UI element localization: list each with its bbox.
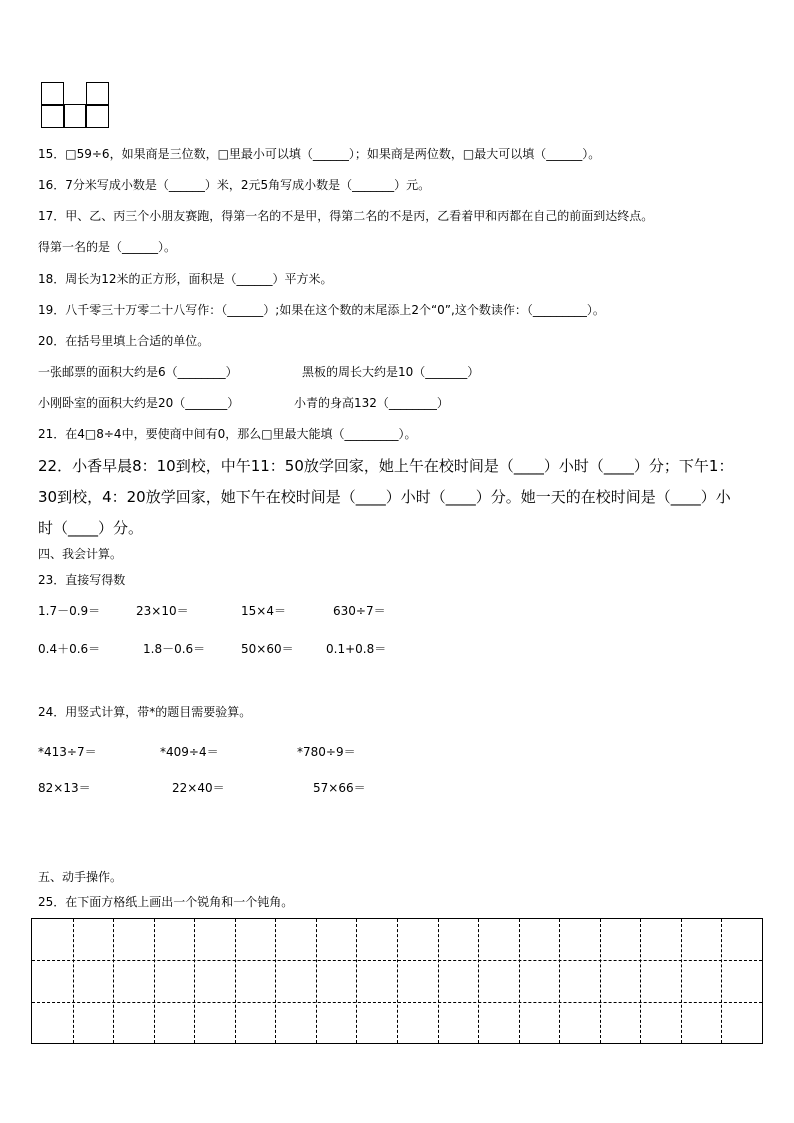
question-25: 25．在下面方格纸上画出一个锐角和一个钝角。 — [38, 895, 294, 909]
question-20-item-b: 黑板的周长大约是10（_______） — [302, 365, 480, 379]
grid-vertical-line — [73, 919, 74, 1043]
calc-item: 50×60＝ — [241, 642, 294, 656]
section-4-heading: 四、我会计算。 — [38, 547, 123, 561]
question-20-item-c: 小刚卧室的面积大约是20（_______） — [38, 396, 240, 410]
question-20-item-d: 小青的身高132（________） — [294, 396, 449, 410]
grid-vertical-line — [356, 919, 357, 1043]
vertical-calc-item: 22×40＝ — [172, 781, 225, 795]
grid-vertical-line — [559, 919, 560, 1043]
box-figure — [41, 82, 109, 128]
calc-item: 0.4＋0.6＝ — [38, 642, 101, 656]
grid-vertical-line — [519, 919, 520, 1043]
calc-item: 15×4＝ — [241, 604, 286, 618]
box-figure-cell — [41, 104, 65, 128]
grid-vertical-line — [681, 919, 682, 1043]
calc-item: 1.8－0.6＝ — [143, 642, 206, 656]
box-figure-cell — [41, 82, 64, 106]
question-18: 18．周长为12米的正方形，面积是（______）平方米。 — [38, 272, 333, 286]
question-15: 15．□59÷6，如果商是三位数，□里最小可以填（______）；如果商是两位数，□最大可以填（______）。 — [38, 147, 601, 161]
vertical-calc-item: *409÷4＝ — [160, 745, 219, 759]
grid-vertical-line — [113, 919, 114, 1043]
question-22-line-3: 时（____）分。 — [38, 519, 144, 537]
question-17-line-1: 17．甲、乙、丙三个小朋友赛跑，得第一名的不是甲，得第二名的不是丙，乙看着甲和丙都在自己的前面到达终点。 — [38, 209, 654, 223]
question-22-line-2: 30到校，4：20放学回家，她下午在校时间是（____）小时（____）分。她一天的在校时间是（____）小 — [38, 488, 731, 506]
calc-item: 0.1+0.8＝ — [326, 642, 387, 656]
vertical-calc-item: *413÷7＝ — [38, 745, 97, 759]
question-22-line-1: 22．小香早晨8：10到校，中午11：50放学回家，她上午在校时间是（____）小时（____）分；下午1： — [38, 457, 734, 475]
question-19: 19．八千零三十万零二十八写作：（______）;如果在这个数的末尾添上2个“0”,这个数读作：（_________）。 — [38, 303, 605, 317]
vertical-calc-item: 82×13＝ — [38, 781, 91, 795]
grid-vertical-line — [154, 919, 155, 1043]
vertical-calc-item: *780÷9＝ — [297, 745, 356, 759]
box-figure-cell — [86, 82, 109, 106]
grid-vertical-line — [478, 919, 479, 1043]
question-17-line-2: 得第一名的是（______）。 — [38, 240, 177, 254]
grid-vertical-line — [397, 919, 398, 1043]
section-5-heading: 五、动手操作。 — [38, 870, 123, 884]
question-20-item-a: 一张邮票的面积大约是6（________） — [38, 365, 238, 379]
calc-item: 630÷7＝ — [333, 604, 386, 618]
box-figure-cell — [63, 104, 87, 128]
grid-vertical-line — [316, 919, 317, 1043]
grid-vertical-line — [721, 919, 722, 1043]
grid-vertical-line — [194, 919, 195, 1043]
calc-item: 23×10＝ — [136, 604, 189, 618]
vertical-calc-item: 57×66＝ — [313, 781, 366, 795]
grid-horizontal-line — [32, 1002, 762, 1003]
grid-vertical-line — [235, 919, 236, 1043]
grid-vertical-line — [640, 919, 641, 1043]
question-20: 20．在括号里填上合适的单位。 — [38, 334, 210, 348]
grid-vertical-line — [438, 919, 439, 1043]
box-figure-cell — [85, 104, 109, 128]
grid-horizontal-line — [32, 960, 762, 961]
grid-vertical-line — [275, 919, 276, 1043]
grid-paper[interactable] — [31, 918, 763, 1044]
question-16: 16．7分米写成小数是（______）米，2元5角写成小数是（_______）元。 — [38, 178, 431, 192]
grid-vertical-line — [600, 919, 601, 1043]
question-23: 23．直接写得数 — [38, 573, 126, 587]
question-24: 24．用竖式计算，带*的题目需要验算。 — [38, 705, 252, 719]
question-21: 21．在4□8÷4中，要使商中间有0，那么□里最大能填（_________）。 — [38, 427, 417, 441]
calc-item: 1.7－0.9＝ — [38, 604, 101, 618]
